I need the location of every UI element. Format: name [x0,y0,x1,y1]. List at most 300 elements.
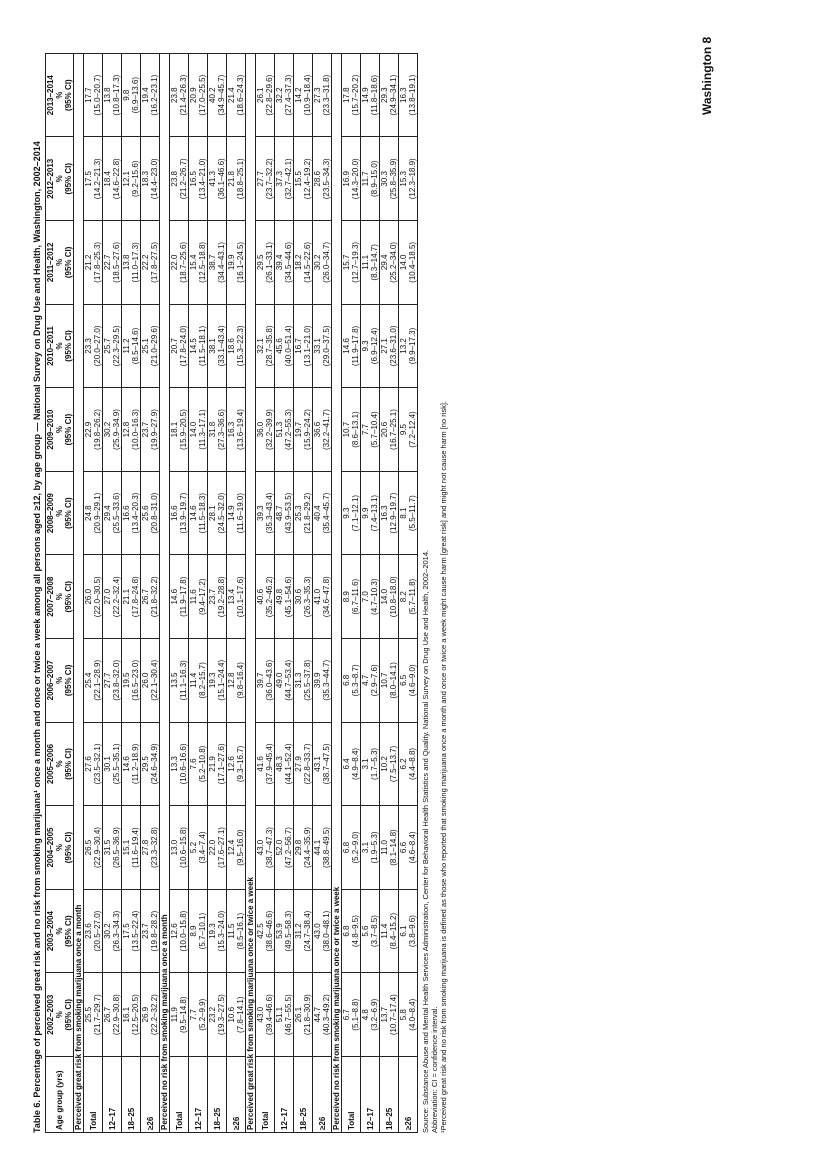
value-cell [380,471,399,555]
value-cell [189,555,208,639]
ci-value: (15.1–24.4) [217,659,226,701]
value-cell [227,639,246,723]
year-label: 2004–2005 [46,827,55,868]
value-cell [103,388,122,472]
ci-value: (10.9–18.4) [303,74,312,116]
percent-label: % [55,342,64,350]
percent-value: 14.9 [227,505,236,521]
ci-value: (8.5–16.1) [236,912,245,950]
ci-value: (3.2–6.9) [370,998,379,1031]
ci-value: (17.1–27.6) [217,743,226,785]
ci-value: (23.3–31.8) [322,74,331,116]
percent-value: 15.5 [294,170,303,187]
value-cell [275,53,294,137]
percent-value: 14.0 [380,588,389,605]
ci-value: (28.7–35.8) [265,325,274,367]
percent-value: 36.6 [313,421,322,438]
rotated-page [32,53,448,1133]
value-cell [170,221,189,305]
ci-value: (10.7–17.4) [389,994,398,1036]
percent-value: 13.8 [103,87,112,103]
percent-value: 12.6 [227,756,236,772]
percent-value: 5.2 [189,841,198,854]
ci-value: (18.5–27.6) [112,241,121,283]
ci-value: (21.8–30.9) [303,994,312,1036]
percent-value: 22.7 [103,254,112,271]
ci-value: (26.3–35.3) [303,576,312,618]
value-cell [227,137,246,221]
table-row [208,53,227,1132]
ci-value: (5.7–11.8) [408,578,417,615]
percent-value: 17.7 [84,87,93,103]
table-row [313,53,332,1132]
value-cell [399,639,418,723]
ci-value: (22.3–29.5) [112,325,121,367]
percent-value: 27.6 [84,756,93,772]
ci-value: (11.1–16.3) [179,660,188,701]
year-label: 2012–2013 [46,158,55,199]
percent-value: 17.5 [122,923,131,939]
percent-value: 29.4 [103,505,112,521]
value-cell [170,471,189,555]
value-cell [342,388,361,472]
ci-value: (10.0–16.3) [131,409,140,451]
ci-value: (4.6–9.0) [408,664,417,697]
value-cell [275,555,294,639]
value-cell [294,806,313,890]
value-cell [208,137,227,221]
ci-label: (95% CI) [64,162,73,195]
section-row [160,53,170,1132]
ci-value: (11.6–19.4) [131,827,140,868]
ci-value: (5.2–9.9) [198,998,207,1031]
ci-value: (17.0–25.5) [198,74,207,116]
value-cell [189,304,208,388]
ci-value: (6.9–12.4) [370,327,379,365]
ci-value: (13.9–19.7) [179,492,188,534]
value-cell [380,304,399,388]
value-cell [275,471,294,555]
value-cell [313,388,332,472]
value-cell [399,53,418,137]
percent-value: 23.2 [208,1006,217,1023]
value-cell [313,221,332,305]
percent-label: % [55,676,64,684]
value-cell [122,722,141,806]
ci-label: (95% CI) [64,748,73,780]
ci-label: (95% CI) [64,330,73,362]
value-cell [294,722,313,806]
value-cell [141,973,160,1057]
ci-value: (11.5–18.3) [198,492,207,534]
percent-value: 25.7 [103,338,112,354]
value-cell [208,973,227,1057]
value-cell [256,221,275,305]
percent-value: 23.8 [170,87,179,103]
value-cell [361,555,380,639]
value-cell [399,555,418,639]
ci-value: (3.4–7.4) [198,831,207,864]
percent-label: % [55,1011,64,1019]
percent-value: 6.5 [399,674,408,686]
age-group-cell: Total [170,1057,189,1133]
percent-value: 32.1 [256,338,265,354]
percent-value: 9.5 [399,423,408,436]
value-cell [227,221,246,305]
age-group-cell: 18–25 [294,1057,313,1133]
value-cell [170,889,189,973]
value-cell [84,722,103,806]
value-cell [103,973,122,1057]
table-row [256,53,275,1132]
value-cell [84,388,103,472]
value-cell [227,555,246,639]
percent-value: 20.6 [380,421,389,438]
percent-value: 14.6 [122,756,131,772]
table-row [275,53,294,1132]
ci-value: (14.4–23.0) [150,158,159,200]
year-header [46,806,74,890]
value-cell [342,137,361,221]
percent-value: 48.3 [275,756,284,772]
ci-value: (38.0–48.1) [322,910,331,952]
percent-value: 9.3 [342,507,351,519]
percent-value: 16.1 [122,1006,131,1023]
value-cell [122,889,141,973]
percent-value: 3.1 [361,841,370,854]
ci-value: (44.7–53.4) [284,659,293,701]
year-header [46,53,74,137]
year-label: 2003–2004 [46,911,55,952]
percent-value: 6.8 [342,674,351,686]
ci-value: (21.4–26.3) [179,74,188,116]
value-cell [342,555,361,639]
value-cell [141,555,160,639]
value-cell [141,53,160,137]
percent-value: 10.7 [342,421,351,438]
value-cell [399,137,418,221]
percent-label: % [55,91,64,99]
ci-value: (12.5–18.8) [198,241,207,283]
percent-value: 10.6 [227,1006,236,1023]
ci-value: (9.5–16.0) [236,829,245,866]
table-row [141,53,160,1132]
ci-value: (3.7–8.5) [370,915,379,948]
value-cell [103,806,122,890]
percent-value: 7.7 [361,423,370,436]
ci-label: (95% CI) [64,580,73,613]
ci-value: (46.7–55.5) [284,994,293,1036]
ci-value: (11.0–17.3) [131,242,140,283]
ci-value: (34.4–43.1) [217,241,226,283]
percent-value: 14.0 [399,254,408,271]
value-cell [256,722,275,806]
percent-value: 6.1 [399,925,408,937]
source-note: Source: Substance Abuse and Mental Health Services Administration, Center for Behavioral Health Statistics and Quality. National Survey on Drug Use and Health, 2002–2014. [421,549,430,1133]
percent-value: 21.8 [227,170,236,187]
value-cell [208,388,227,472]
ci-value: (23.6–31.0) [389,325,398,367]
table-row [294,53,313,1132]
percent-value: 14.9 [361,87,370,103]
percent-value: 8.2 [399,591,408,603]
value-cell [141,471,160,555]
value-cell [227,388,246,472]
percent-value: 8.1 [399,507,408,519]
age-group-cell: 18–25 [380,1057,399,1133]
ci-value: (15.7–20.2) [351,74,360,116]
percent-value: 39.3 [256,505,265,521]
value-cell [342,471,361,555]
value-cell [361,304,380,388]
year-label: 2006–2007 [46,660,55,701]
ci-value: (4.8–9.5) [351,915,360,948]
value-cell [122,471,141,555]
ci-value: (27.3–36.6) [217,409,226,451]
footnote: ¹Perceived great risk and no risk from smoking marijuana is defined as those who reported that smoking marijuana once a month and once or twice a week might cause harm [great risk] and might not cause harm [no risk]. [439,400,448,1133]
ci-label: (95% CI) [64,497,73,529]
ci-value: (7.4–13.1) [370,494,379,532]
value-cell [189,806,208,890]
value-cell [84,53,103,137]
ci-value: (34.6–47.8) [322,576,331,618]
ci-value: (22.8–33.7) [303,743,312,785]
value-cell [103,722,122,806]
value-cell [361,471,380,555]
ci-value: (47.2–55.3) [284,409,293,451]
value-cell [103,555,122,639]
percent-value: 22.0 [208,839,217,856]
value-cell [294,53,313,137]
value-cell [256,973,275,1057]
ci-value: (25.5–35.1) [112,743,121,785]
percent-value: 13.5 [170,672,179,689]
percent-value: 23.7 [141,923,150,939]
percent-value: 9.8 [122,89,131,101]
value-cell [208,555,227,639]
ci-value: (23.8–32.0) [112,659,121,701]
value-cell [208,304,227,388]
ci-value: (43.9–53.5) [284,492,293,534]
ci-value: (11.5–18.1) [198,325,207,367]
percent-label: % [55,927,64,935]
percent-value: 29.5 [256,254,265,271]
age-group-cell: Total [256,1057,275,1133]
section-label: Perceived great risk from smoking marijuana once or twice a week [246,53,256,1132]
percent-label: % [55,175,64,183]
value-cell [227,973,246,1057]
value-cell [189,639,208,723]
percent-value: 11.2 [122,338,131,354]
ci-value: (7.8–14.1) [236,996,245,1033]
percent-value: 6.6 [399,841,408,854]
percent-value: 25.4 [84,672,93,689]
value-cell [342,889,361,973]
ci-value: (18.8–25.1) [236,158,245,200]
ci-value: (25.2–34.0) [389,241,398,283]
value-cell [256,304,275,388]
value-cell [189,221,208,305]
value-cell [256,471,275,555]
value-cell [313,639,332,723]
value-cell [189,137,208,221]
percent-value: 41.0 [313,588,322,605]
percent-value: 9.3 [361,340,370,352]
percent-value: 16.7 [294,338,303,354]
table-row [122,53,141,1132]
value-cell [122,304,141,388]
value-cell [103,53,122,137]
ci-value: (35.4–45.7) [322,492,331,534]
ci-value: (17.8–24.0) [179,325,188,367]
value-cell [141,639,160,723]
table-title: Table 6. Percentage of perceived great risk and no risk from smoking marijuana¹ once a month and once or twice a week among all persons aged ≥12, by age group — National Survey on Drug Use and Health, Washington, 2002–2014 [32,141,42,1133]
ci-label: (95% CI) [64,664,73,697]
percent-value: 15.3 [399,170,408,187]
table-row [227,53,246,1132]
ci-value: (23.7–32.2) [265,158,274,200]
ci-value: (22.1–30.4) [150,659,159,701]
percent-value: 19.7 [294,421,303,438]
percent-value: 30.2 [103,421,112,438]
percent-value: 49.8 [275,588,284,605]
ci-value: (21.8–32.2) [150,576,159,618]
value-cell [141,889,160,973]
ci-value: (10.8–18.0) [389,576,398,618]
ci-value: (11.9–17.8) [351,325,360,367]
percent-value: 6.7 [342,1009,351,1021]
percent-value: 26.7 [141,588,150,605]
percent-value: 23.3 [84,338,93,354]
ci-value: (23.3–32.8) [150,827,159,868]
value-cell [380,555,399,639]
header-row [46,53,74,1132]
percent-value: 18.6 [227,338,236,354]
value-cell [380,806,399,890]
year-header [46,722,74,806]
ci-value: (29.0–37.5) [322,325,331,367]
ci-value: (26.0–34.7) [322,241,331,283]
ci-value: (7.1–12.1) [351,494,360,532]
value-cell [189,722,208,806]
ci-value: (19.2–28.8) [217,576,226,618]
ci-value: (22.8–29.6) [265,74,274,116]
ci-value: (24.7–38.4) [303,910,312,952]
value-cell [275,304,294,388]
age-group-cell: 12–17 [189,1057,208,1133]
table-row [84,53,103,1132]
value-cell [141,221,160,305]
value-cell [399,722,418,806]
ci-value: (11.2–18.9) [131,743,140,785]
percent-value: 5.8 [399,1009,408,1021]
ci-value: (5.1–8.8) [351,998,360,1031]
age-group-cell: ≥26 [313,1057,332,1133]
percent-value: 18.2 [294,254,303,271]
value-cell [361,639,380,723]
year-header [46,304,74,388]
ci-value: (18.6–24.3) [236,74,245,116]
ci-value: (21.8–29.2) [303,492,312,534]
age-group-cell: Total [342,1057,361,1133]
value-cell [313,722,332,806]
ci-value: (35.2–46.2) [265,576,274,618]
ci-value: (4.0–8.4) [408,998,417,1031]
ci-value: (14.6–22.8) [112,158,121,200]
percent-value: 13.0 [170,839,179,856]
percent-value: 27.7 [103,672,112,689]
ci-value: (10.6–16.6) [179,743,188,785]
percent-value: 25.5 [84,1006,93,1023]
ci-value: (23.5–32.1) [93,743,102,785]
ci-value: (14.3–20.0) [351,158,360,200]
value-cell [170,137,189,221]
percent-value: 26.1 [294,1006,303,1023]
value-cell [361,973,380,1057]
ci-value: (17.8–27.5) [150,241,159,283]
percent-value: 10.2 [380,756,389,772]
value-cell [227,471,246,555]
value-cell [380,973,399,1057]
value-cell [170,639,189,723]
ci-value: (13.5–22.4) [131,910,140,952]
value-cell [170,53,189,137]
ci-value: (13.8–19.1) [408,74,417,116]
percent-value: 21.4 [227,87,236,103]
percent-value: 26.1 [256,87,265,103]
year-header [46,973,74,1057]
percent-value: 10.7 [380,672,389,689]
value-cell [380,639,399,723]
ci-value: (21.7–29.7) [93,994,102,1036]
ci-value: (13.4–21.0) [198,158,207,200]
percent-value: 12.8 [227,672,236,689]
ci-value: (22.0–30.5) [93,576,102,618]
ci-value: (22.9–30.8) [112,994,121,1036]
ci-value: (14.5–22.6) [303,241,312,283]
value-cell [141,137,160,221]
value-cell [294,304,313,388]
value-cell [170,806,189,890]
ci-value: (5.2–10.8) [198,745,207,783]
percent-value: 17.8 [342,87,351,103]
value-cell [256,555,275,639]
ci-value: (15.9–24.2) [303,409,312,451]
ci-value: (5.7–10.4) [370,411,379,448]
percent-value: 7.7 [189,1009,198,1021]
year-label: 2008–2009 [46,493,55,534]
value-cell [103,221,122,305]
percent-value: 7.0 [361,591,370,603]
ci-value: (11.3–17.1) [198,409,207,450]
percent-value: 19.5 [122,672,131,689]
ci-value: (39.4–46.6) [265,994,274,1036]
value-cell [275,973,294,1057]
percent-value: 31.8 [208,421,217,438]
value-cell [103,639,122,723]
ci-value: (40.0–51.4) [284,325,293,367]
age-group-cell: 12–17 [361,1057,380,1133]
percent-value: 32.2 [275,87,284,103]
value-cell [141,806,160,890]
ci-value: (37.9–45.4) [265,743,274,785]
section-row [74,53,84,1132]
value-cell [227,806,246,890]
percent-value: 52.0 [275,839,284,856]
ci-value: (25.5–33.6) [112,492,121,534]
percent-value: 40.4 [313,505,322,521]
percent-value: 15.1 [122,839,131,856]
